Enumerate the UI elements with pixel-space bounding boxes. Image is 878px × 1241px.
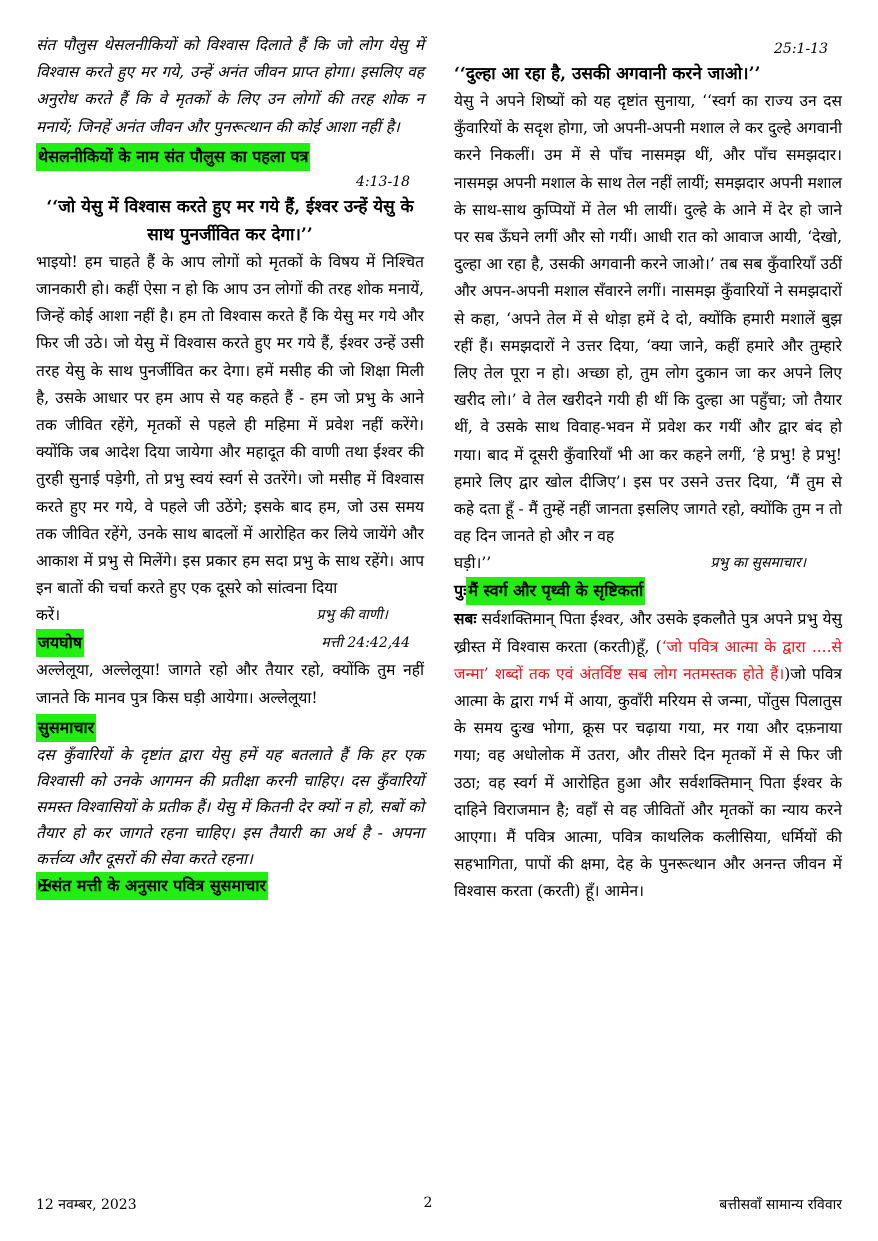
cross-icon: ✠ [38, 875, 52, 895]
first-reading-heading: थेसलनीकियों के नाम संत पौलुस का पहला पत्र [36, 143, 310, 171]
creed-rubric: ‘जो पवित्र आत्मा के द्वारा ....से जन्मा’ शब्दों तक एवं अंतर्विष्ट सब लोग नतमस्तक होते हैं। [454, 637, 842, 683]
creed-text-1: सर्वशक्तिमान् पिता ईश्वर, और उसके इकलौते पुत्र अपने प्रभु येसु ख्रीस्त में विश्वास करता (करती)हूँ, ( [454, 610, 842, 656]
creed-all-label: सबः [454, 609, 477, 629]
gospel-title-bar [36, 872, 268, 900]
first-reading-title: ‘‘जो येसु में विश्वास करते हुए मर गये हैं, ईश्वर उन्हें येसु के साथ पुनर्जीवित कर देगा।’’ [46, 196, 414, 245]
creed-body [454, 605, 842, 905]
footer-date: 12 नवम्बर, 2023 [36, 1197, 137, 1213]
footer-sunday: बत्तीसवाँ सामान्य रविवार [719, 1197, 842, 1213]
right-column [454, 38, 842, 906]
gospel-heading: सुसमाचार [36, 714, 96, 742]
first-reading-last-line: करें। [36, 606, 61, 625]
gospel-of-lord: प्रभु का सुसमाचार। [710, 555, 806, 572]
first-reading-body: भाइयो! हम चाहते हैं के आप लोगों को मृतकों के विषय में निश्चित जानकारी हो। कहीं ऐसा न हो कि आप उन लोगों की तरह शोक मनायें, जिन्हें कोई आशा नहीं है। हम तो विश्वास करते हैं कि येसु मर गये और फिर जी उठे। जो येसु में विश्वास करते हुए मर गये हैं, ईश्वर उन्हें उसी तरह येसु के साथ पुनर्जीवित कर देगा। हमें मसीह की जो शिक्षा मिली है, उसके आधार पर हम आप से यह कहते हैं - हम जो प्रभु के आने तक जीवित रहेंगे, मृतकों से पहले ही महिमा में प्रवेश नहीं करेंगे। क्योंकि जब आदेश दिया जायेगा और महादूत की वाणी तथा ईश्वर की तुरही सुनाई पड़ेगी, तो प्रभु स्वयं स्वर्ग से उतरेंगे। जो मसीह में विश्वास करते हुए मर गये, वे पहले जी उठेंगे; इसके बाद हम, जो उस समय तक जीवित रहेंगे, उनके साथ बादलों में आरोहित कर लिये जायेंगे और आकाश में प्रभु से मिलेंगे। इस प्रकार हम सदा प्रभु के साथ रहेंगे। आप इन बातों की चर्चा करते हुए एक दूसरे को सांत्वना दिया [36, 252, 424, 598]
gospel-reference: 25:1-13 [774, 41, 828, 57]
reading-intro: संत पौलुस थेसलनीकियों को विश्वास दिलाते हैं कि जो लोग येसु में विश्वास करते हुए मर गये, उन्हें अनंत जीवन प्राप्त होगा। इसलिए वह अनुरोध करते हैं कि वे मृतकों के लिए उन लोगों की तरह शोक न मनायें; जिनहें अनंत जीवन और पुनरूत्थान की कोई आशा नहीं है। [36, 36, 424, 136]
left-column [36, 32, 424, 900]
gospel-intro: दस कुँवारियों के दृष्टांत द्वारा येसु हमें यह बतलाते हैं कि हर एक विश्वासी को उनके आगमन की प्रतीक्षा करनी चाहिए। दस कुँवारियों समस्त विश्वासियों के प्रतीक हैं। येसु में कितनी देर क्यों न हो, सबों को तैयार हो कर जागते रहना चाहिए। इस तैयारी का अर्थ है - अपना कर्त्तव्य और दूसरों की सेवा करते रहना। [36, 745, 424, 868]
word-of-lord: प्रभु की वाणी। [316, 607, 388, 624]
gospel-title: संत मत्ती के अनुसार पवित्र सुसमाचार [51, 875, 267, 895]
acclamation-reference: मत्ती 24:42,44 [321, 635, 410, 652]
page-footer [36, 1195, 842, 1214]
first-reading-reference: 4:13-18 [356, 173, 410, 190]
page-number: 2 [423, 1195, 433, 1211]
gospel-last-line: घड़ी।’’ [454, 554, 492, 573]
creed-heading: मैं स्वर्ग और पृथ्वी के सृष्टिकर्ता [466, 577, 645, 605]
acclamation-heading: जयघोष [36, 629, 84, 657]
acclamation-body: अल्लेलूया, अल्लेलूया! जागते रहो और तैयार रहो, क्योंकि तुम नहीं जानते कि मानव पुत्र किस घड़ी आयेगा। अल्लेलूया! [36, 661, 424, 707]
creed-text-2: )जो पवित्र आत्मा के द्वारा गर्भ में आया, कुवाँरी मरियम से जन्मा, पोंतुस पिलातुस के समय दुःख भोगा, क्रूस पर चढ़ाया गया, मर गया और दफ़नाया गया; वह अधोलोक में उतरा, और तीसरे दिन मृतकों में से फिर जी उठा; वह स्वर्ग में आरोहित हुआ और सर्वशक्तिमान् पिता ईश्वर के दाहिने विराजमान है; वहाँ से वह जीवितों और मृतकों का न्याय करने आएगा। मैं पवित्र आत्मा, पवित्र काथलिक कलीसिया, धर्मियों की सहभागिता, पापों की क्षमा, देह के पुनरूत्थान और अनन्त जीवन में विश्वास करता (करती) हूँ। आमेन। [454, 664, 842, 901]
gospel-quote: ‘‘दुल्हा आ रहा है, उसकी अगवानी करने जाओ।’’ [454, 64, 761, 84]
gospel-body: येसु ने अपने शिष्यों को यह दृष्टांत सुनाया, ‘‘स्वर्ग का राज्य उन दस कुँवारियों के सदृश होगा, जो अपनी-अपनी मशाल ले कर दुल्हे अगवानी करने निकलीं। उम में से पाँच नासमझ थीं, और पाँच समझदार। नासमझ अपनी मशाल के साथ तेल नहीं लायीं; समझदार अपनी मशाल के साथ-साथ कुप्पियों में तेल भी लायीं। दुल्हे के आने में देर हो जाने पर सब ऊँघने लगीं और सो गयीं। आधी रात को आवाज आयी, ‘देखो, दुल्हा आ रहा है, उसकी अगवानी करने जाओ।’ तब सब कुँवारियाँ उठीं और अपन-अपनी मशाल सँवारने लगीं। नासमझ कुँवारियों ने समझदारों से कहा, ‘अपने तेल में से थोड़ा हमें दे दो, क्योंकि हमारी मशालें बुझ रहीं हैं। समझदारों ने उत्तर दिया, ‘क्या जाने, कहीं हमारे और तुम्हारे लिए तेल पूरा न हो। अच्छा हो, तुम लोग दुकान जा कर अपने लिए खरीद लो।’ वे तेल खरीदने गयी ही थीं कि दुल्हा आ पहुँचा; जो तैयार थीं, वे उसके साथ विवाह-भवन में प्रवेश कर गयीं और द्वार बंद हो गया। बाद में दूसरी कुँवारियाँ भी आ कर कहने लगीं, ‘हे प्रभु! हे प्रभु! हमारे लिए द्वार खोल दीजिए’। इस पर उसने उत्तर दिया, ‘मैं तुम से कहे दता हूँ - मैं तुम्हें नहीं जानता इसलिए जागते रहो, क्योंकि तुम न तो वह दिन जानते हो और न वह [454, 92, 842, 546]
creed-priest-label: पुः [454, 581, 467, 601]
